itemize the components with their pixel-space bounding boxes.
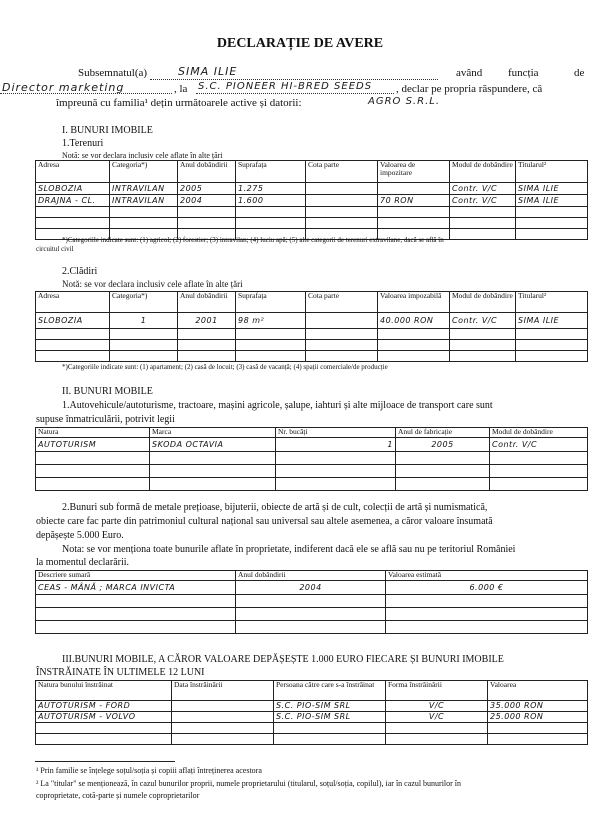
cell: DRAJNA - CL. <box>36 195 110 207</box>
section3-heading: III.BUNURI MOBILE, A CĂROR VALOARE DEPĂȘEȘTE 1.000 EURO FIECARE ȘI BUNURI IMOBILE <box>62 654 504 665</box>
table-row <box>36 595 588 608</box>
cell: 40.000 RON <box>378 313 450 329</box>
cell: INTRAVILAN <box>110 183 178 195</box>
col-valoarea-estimata: Valoarea estimată <box>386 571 588 581</box>
cell: Contr. V/C <box>450 195 516 207</box>
table-row <box>36 351 588 362</box>
col-adresa: Adresa <box>36 161 110 183</box>
declar-text: , declar pe propria răspundere, că <box>396 83 543 95</box>
col-anul-dobandirii: Anul dobândirii <box>236 571 386 581</box>
table-row <box>36 313 588 329</box>
valuables-text-cont1: obiecte care fac parte din patrimoniul cultural național sau universal sau altele asemenea, a căror valoare însumată <box>36 516 493 527</box>
document-title: DECLARAȚIE DE AVERE <box>216 36 384 51</box>
table-row <box>36 340 588 351</box>
cell: S.C. PIO-SIM SRL <box>274 712 386 723</box>
cell: SLOBOZIA <box>36 313 110 329</box>
cladiri-table <box>35 291 588 362</box>
cell: 2001 <box>178 313 236 329</box>
alienated-table <box>35 680 588 745</box>
col-modul: Modul de dobândire <box>490 428 588 438</box>
footnote-divider <box>35 761 175 762</box>
cell: 25.000 RON <box>488 712 588 723</box>
col-natura-bunului: Natura bunului înstrăinat <box>36 681 172 701</box>
company-underline <box>196 93 394 94</box>
section2-heading: II. BUNURI MOBILE <box>62 386 153 397</box>
avand-label: având <box>456 67 483 79</box>
cell: 2005 <box>178 183 236 195</box>
cell: 2004 <box>236 581 386 595</box>
col-nr-bucati: Nr. bucăți <box>276 428 396 438</box>
table-row <box>36 465 588 478</box>
cell: 2005 <box>396 438 490 452</box>
cell: CEAS - MÂNĂ ; MARCA INVICTA <box>36 581 236 595</box>
col-persoana: Persoana către care s-a înstrăinat <box>274 681 386 701</box>
cell: SIMA ILIE <box>516 313 588 329</box>
section3-heading-cont: ÎNSTRĂINATE ÎN ULTIMELE 12 LUNI <box>36 667 205 678</box>
table-row <box>36 608 588 621</box>
vehicles-text: 1.Autovehicule/autoturisme, tractoare, mașini agricole, șalupe, iahturi și alte mijloace de transport care sunt <box>62 400 493 411</box>
cell: 1 <box>276 438 396 452</box>
cell <box>306 195 378 207</box>
col-modul: Modul de dobândire <box>450 292 516 313</box>
table-row <box>36 723 588 734</box>
terenuri-note: Notă: se vor declara inclusiv cele aflate în alte țări <box>62 151 223 160</box>
terenuri-heading: 1.Terenuri <box>62 138 104 149</box>
vehicles-header-row <box>36 428 588 438</box>
cell <box>172 712 274 723</box>
cell <box>378 183 450 195</box>
function-underline <box>0 93 172 94</box>
table-row <box>36 712 588 723</box>
col-categoria: Categoria*) <box>110 292 178 313</box>
subsemnatul-label: Subsemnatul(a) <box>78 67 148 79</box>
col-adresa: Adresa <box>36 292 110 313</box>
valuables-text: 2.Bunuri sub formă de metale prețioase, bijuterii, obiecte de artă și de cult, colecții de artă și numismatică, <box>62 502 488 513</box>
cell: SKODA OCTAVIA <box>150 438 276 452</box>
col-data-instrainarii: Data înstrăinării <box>172 681 274 701</box>
cell: S.C. PIO-SIM SRL <box>274 701 386 712</box>
section1-heading: I. BUNURI IMOBILE <box>62 125 153 136</box>
table-row <box>36 329 588 340</box>
col-valoarea: Valoarea impozabilă <box>378 292 450 313</box>
terenuri-footnote-cont: circuitul civil <box>36 245 74 253</box>
col-suprafata: Suprafața <box>236 161 306 183</box>
cell <box>306 313 378 329</box>
table-row <box>36 478 588 491</box>
col-descriere: Descriere sumară <box>36 571 236 581</box>
function-value: Director marketing <box>2 81 125 94</box>
valuables-text-cont2: depășește 5.000 Euro. <box>36 530 124 541</box>
cell: SIMA ILIE <box>516 195 588 207</box>
cell: AUTOTURISM <box>36 438 150 452</box>
cladiri-heading: 2.Clădiri <box>62 266 98 277</box>
table-row <box>36 701 588 712</box>
col-forma: Forma înstrăinării <box>386 681 488 701</box>
table-row <box>36 183 588 195</box>
cell: 70 RON <box>378 195 450 207</box>
footnote-2: ² La "titular" se menționează, în cazul bunurilor proprii, numele proprietarului (titularul, soțul/soția, copilul), iar în cazul bunurilor în <box>36 779 462 788</box>
terenuri-footnote: *)Categoriile indicate sunt: (1) agricol; (2) forestier; (3) intravilan; (4) luciu apă; (5) alte categorii de terenuri extravilane, dacă se află în <box>62 236 444 244</box>
col-natura: Natura <box>36 428 150 438</box>
vehicles-table <box>35 427 588 491</box>
declarant-name: SIMA ILIE <box>178 65 238 78</box>
table-row <box>36 207 588 218</box>
col-titularul: Titularul² <box>516 292 588 313</box>
company2-value: AGRO S.R.L. <box>368 96 440 107</box>
valuables-note: Nota: se vor menționa toate bunurile aflate în proprietate, indiferent dacă ele se află sau nu pe teritoriul României <box>62 544 516 555</box>
cell: 6.000 € <box>386 581 588 595</box>
col-cota: Cota parte <box>306 292 378 313</box>
cell: 98 m² <box>236 313 306 329</box>
cladiri-footnote: *)Categoriile indicate sunt: (1) apartament; (2) casă de locuit; (3) casă de vacanță; (4) spații comerciale/de producție <box>62 363 388 371</box>
terenuri-header-row <box>36 161 588 183</box>
assets-intro-text: împreună cu familia¹ dețin următoarele active și datorii: <box>56 97 302 109</box>
valuables-note-cont: la momentul declarării. <box>36 557 130 568</box>
table-row <box>36 621 588 634</box>
col-categoria: Categoria*) <box>110 161 178 183</box>
table-row <box>36 218 588 229</box>
cell: V/C <box>386 701 488 712</box>
footnote-2-cont: coproprietate, cotă-parte și numele coproprietarilor <box>36 791 200 800</box>
cell: INTRAVILAN <box>110 195 178 207</box>
cell: SIMA ILIE <box>516 183 588 195</box>
col-anul-fabricatie: Anul de fabricație <box>396 428 490 438</box>
table-row <box>36 581 588 595</box>
valuables-header-row <box>36 571 588 581</box>
alienated-header-row <box>36 681 588 701</box>
cell: AUTOTURISM - VOLVO <box>36 712 172 723</box>
col-suprafata: Suprafața <box>236 292 306 313</box>
cell: 35.000 RON <box>488 701 588 712</box>
col-marca: Marca <box>150 428 276 438</box>
vehicles-text-cont: supuse înmatriculării, potrivit legii <box>36 414 175 425</box>
terenuri-table <box>35 160 588 240</box>
footnote-1: ¹ Prin familie se înțelege soțul/soția și copiii aflați întreținerea acestora <box>36 766 262 775</box>
table-row <box>36 195 588 207</box>
cell: AUTOTURISM - FORD <box>36 701 172 712</box>
cell <box>172 701 274 712</box>
cell: SLOBOZIA <box>36 183 110 195</box>
cladiri-note: Notă: se vor declara inclusiv cele aflate în alte țări <box>62 279 243 289</box>
cell: 2004 <box>178 195 236 207</box>
cell: V/C <box>386 712 488 723</box>
la-label: , la <box>174 83 188 95</box>
col-anul: Anul dobândirii <box>178 161 236 183</box>
cell: Contr. V/C <box>450 183 516 195</box>
table-row <box>36 452 588 465</box>
table-row <box>36 438 588 452</box>
col-modul: Modul de dobândire <box>450 161 516 183</box>
de-label: de <box>574 67 585 79</box>
functia-label: funcția <box>508 67 539 79</box>
col-titularul: Titularul² <box>516 161 588 183</box>
col-valoarea: Valoarea <box>488 681 588 701</box>
cell <box>306 183 378 195</box>
cell: Contr. V/C <box>450 313 516 329</box>
col-cota: Cota parte <box>306 161 378 183</box>
company-value: S.C. PIONEER HI-BRED SEEDS <box>198 81 373 92</box>
cell: 1 <box>110 313 178 329</box>
cladiri-header-row <box>36 292 588 313</box>
col-valoarea: Valoarea de impozitare <box>378 161 450 183</box>
name-underline <box>150 79 438 80</box>
cell: 1.275 <box>236 183 306 195</box>
table-row <box>36 734 588 745</box>
cell: 1.600 <box>236 195 306 207</box>
cell: Contr. V/C <box>490 438 588 452</box>
col-anul: Anul dobândirii <box>178 292 236 313</box>
valuables-table <box>35 570 588 634</box>
